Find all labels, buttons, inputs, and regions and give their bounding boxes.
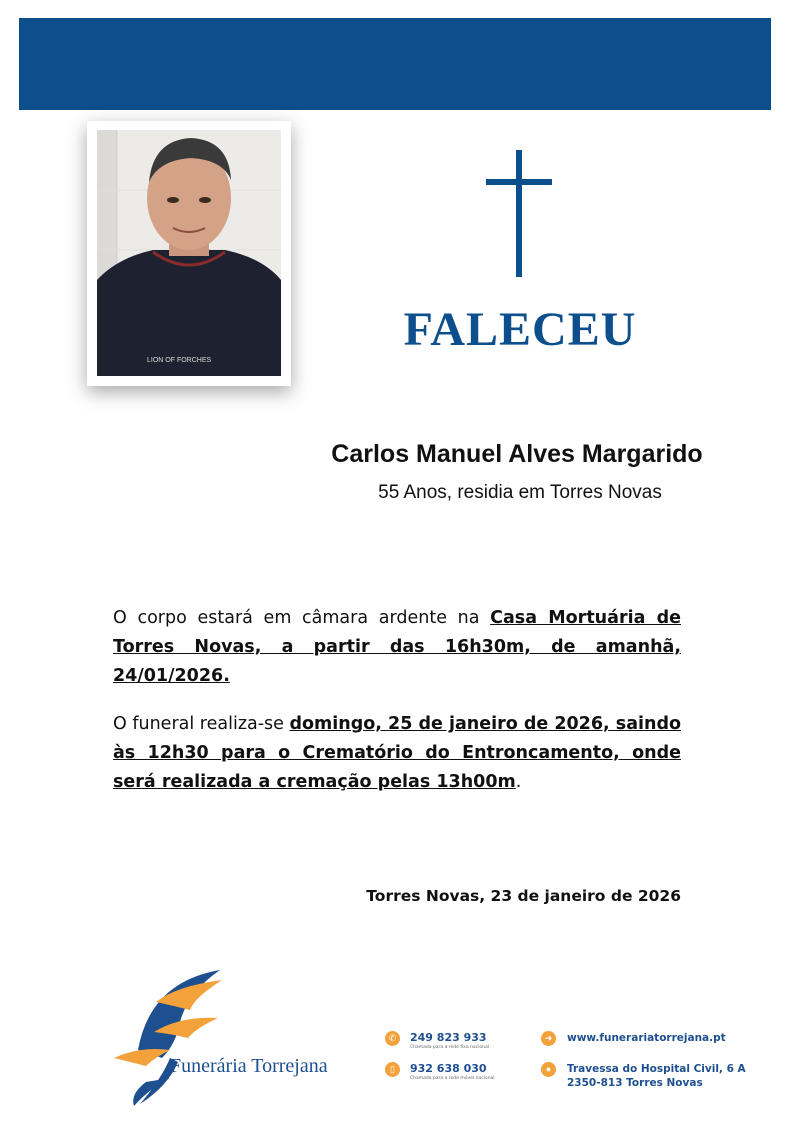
funeral-details: domingo, 25 de janeiro de 2026, saindo às 12h30 para o Crematório do Entroncamento, onde será realizada a cremação pelas 13h00m bbox=[113, 714, 682, 792]
signature-date: Torres Novas, 23 de janeiro de 2026 bbox=[366, 887, 681, 905]
wake-paragraph bbox=[113, 604, 681, 691]
cross-icon-bar bbox=[486, 179, 552, 185]
portrait-image bbox=[97, 130, 281, 376]
funeral-text: O funeral realiza-se bbox=[113, 714, 290, 734]
globe-icon: ➜ bbox=[541, 1031, 556, 1046]
website-link[interactable]: www.funerariatorrejana.pt bbox=[567, 1032, 726, 1044]
address-line-2: 2350-813 Torres Novas bbox=[567, 1077, 703, 1089]
funeraria-logo-icon bbox=[110, 962, 340, 1107]
wake-text: O corpo estará em câmara ardente na bbox=[113, 608, 491, 628]
mobile-icon: ▯ bbox=[385, 1062, 400, 1077]
header-banner bbox=[19, 18, 771, 110]
logo-text bbox=[170, 1055, 328, 1078]
wake-details: Casa Mortuária de Torres Novas, a partir das 16h30m, de amanhã, 24/01/2026. bbox=[113, 608, 681, 686]
shirt-print: LION OF FORCHES bbox=[147, 357, 212, 364]
portrait-frame bbox=[87, 121, 291, 386]
cross-icon bbox=[516, 150, 522, 277]
address-line-1: Travessa do Hospital Civil, 6 A bbox=[567, 1063, 746, 1075]
deceased-subtitle: 55 Anos, residia em Torres Novas bbox=[378, 482, 662, 503]
phone-1-note: Chamada para a rede fixa nacional bbox=[410, 1045, 489, 1050]
logo-text-2: Torrejana bbox=[251, 1055, 328, 1077]
phone-1[interactable] bbox=[410, 1031, 489, 1050]
portrait-photo bbox=[97, 130, 281, 376]
phone-2-note: Chamada para a rede móvel nacional bbox=[410, 1076, 495, 1081]
phone-2-number: 932 638 030 bbox=[410, 1062, 487, 1075]
deceased-name: Carlos Manuel Alves Margarido bbox=[331, 440, 703, 468]
phone-icon: ✆ bbox=[385, 1031, 400, 1046]
phone-1-number: 249 823 933 bbox=[410, 1031, 487, 1044]
funeral-paragraph bbox=[113, 710, 681, 797]
funeral-text-end: . bbox=[515, 772, 522, 792]
phone-2[interactable] bbox=[410, 1062, 495, 1081]
address bbox=[567, 1062, 746, 1090]
logo-text-1: Funerária bbox=[170, 1055, 252, 1077]
location-pin-icon: ● bbox=[541, 1062, 556, 1077]
page-title: FALECEU bbox=[403, 303, 637, 356]
